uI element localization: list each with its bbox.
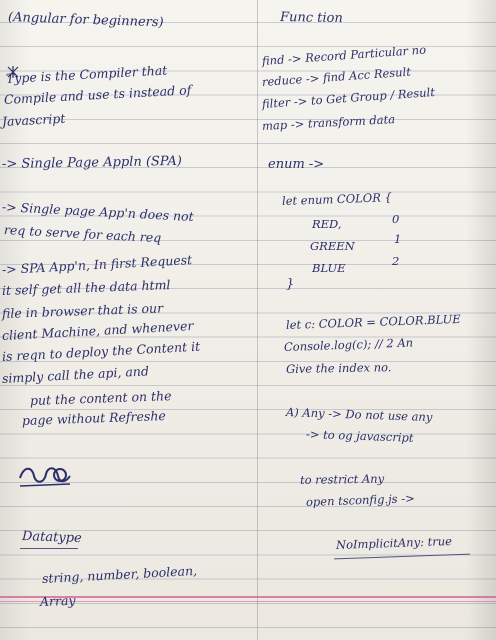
spa-explanation-line-2: it self get all the data html bbox=[1, 277, 171, 298]
no-implicit-any-setting: NoImplicitAny: true bbox=[335, 533, 453, 552]
any-note-line-2: -> to og javascript bbox=[305, 427, 414, 445]
spa-explanation-line-8: page without Refreshe bbox=[21, 407, 167, 428]
column-divider bbox=[257, 0, 258, 640]
spa-explanation-line-5: is reqn to deploy the Content it bbox=[1, 338, 201, 364]
compiler-note-line-3: Javascript bbox=[1, 110, 66, 129]
enum-usage-line-2: Console.log(c); // 2 An bbox=[283, 335, 414, 354]
datatype-heading: Datatype bbox=[21, 529, 82, 547]
right-title: Func tion bbox=[279, 10, 343, 27]
function-find: find -> Record Particular no bbox=[261, 42, 427, 68]
spa-definition-line-2: req to serve for each req bbox=[3, 222, 162, 246]
enum-heading: enum -> bbox=[268, 157, 325, 172]
enum-member-name: GREEN bbox=[310, 239, 355, 253]
no-implicit-underline bbox=[334, 554, 470, 560]
any-note-extra-line-2: open tsconfig.js -> bbox=[305, 491, 415, 509]
enum-member-value: 0 bbox=[392, 212, 400, 226]
compiler-note-line-2: Compile and use ts instead of bbox=[3, 82, 192, 107]
enum-member-value: 1 bbox=[394, 232, 402, 246]
enum-declaration: let enum COLOR { bbox=[281, 190, 393, 208]
scribble-doodle bbox=[16, 460, 76, 494]
any-note-extra-line-1: to restrict Any bbox=[299, 471, 385, 487]
enum-member-value: 2 bbox=[392, 254, 400, 268]
enum-member-name: RED, bbox=[312, 217, 342, 231]
left-title: (Angular for beginners) bbox=[7, 10, 164, 31]
spa-explanation-line-4: client Machine, and whenever bbox=[1, 317, 194, 343]
function-reduce: reduce -> find Acc Result bbox=[261, 64, 412, 89]
spa-explanation-line-3: file in browser that is our bbox=[1, 300, 164, 321]
datatypes-line-1: string, number, boolean, bbox=[41, 562, 198, 586]
enum-usage-line-1: let c: COLOR = COLOR.BLUE bbox=[285, 311, 461, 332]
enum-member-name: BLUE bbox=[312, 261, 346, 275]
compiler-note-line-1: Type is the Compiler that bbox=[5, 62, 168, 86]
spa-explanation-line-1: -> SPA App'n, In first Request bbox=[1, 252, 193, 277]
datatype-underline bbox=[20, 548, 78, 549]
spa-heading: -> Single Page Appln (SPA) bbox=[1, 153, 183, 172]
function-filter: filter -> to Get Group / Result bbox=[261, 84, 436, 111]
spa-explanation-line-6: simply call the api, and bbox=[1, 363, 150, 386]
function-map: map -> transform data bbox=[261, 112, 396, 133]
enum-usage-line-3: Give the index no. bbox=[285, 360, 392, 376]
datatypes-line-2: Array bbox=[39, 592, 76, 609]
any-note-line-1: A) Any -> Do not use any bbox=[285, 405, 433, 425]
spa-explanation-line-7: put the content on the bbox=[29, 388, 172, 408]
spa-definition-line-1: -> Single page App'n does not bbox=[1, 199, 195, 225]
enum-close-brace: } bbox=[286, 277, 295, 292]
